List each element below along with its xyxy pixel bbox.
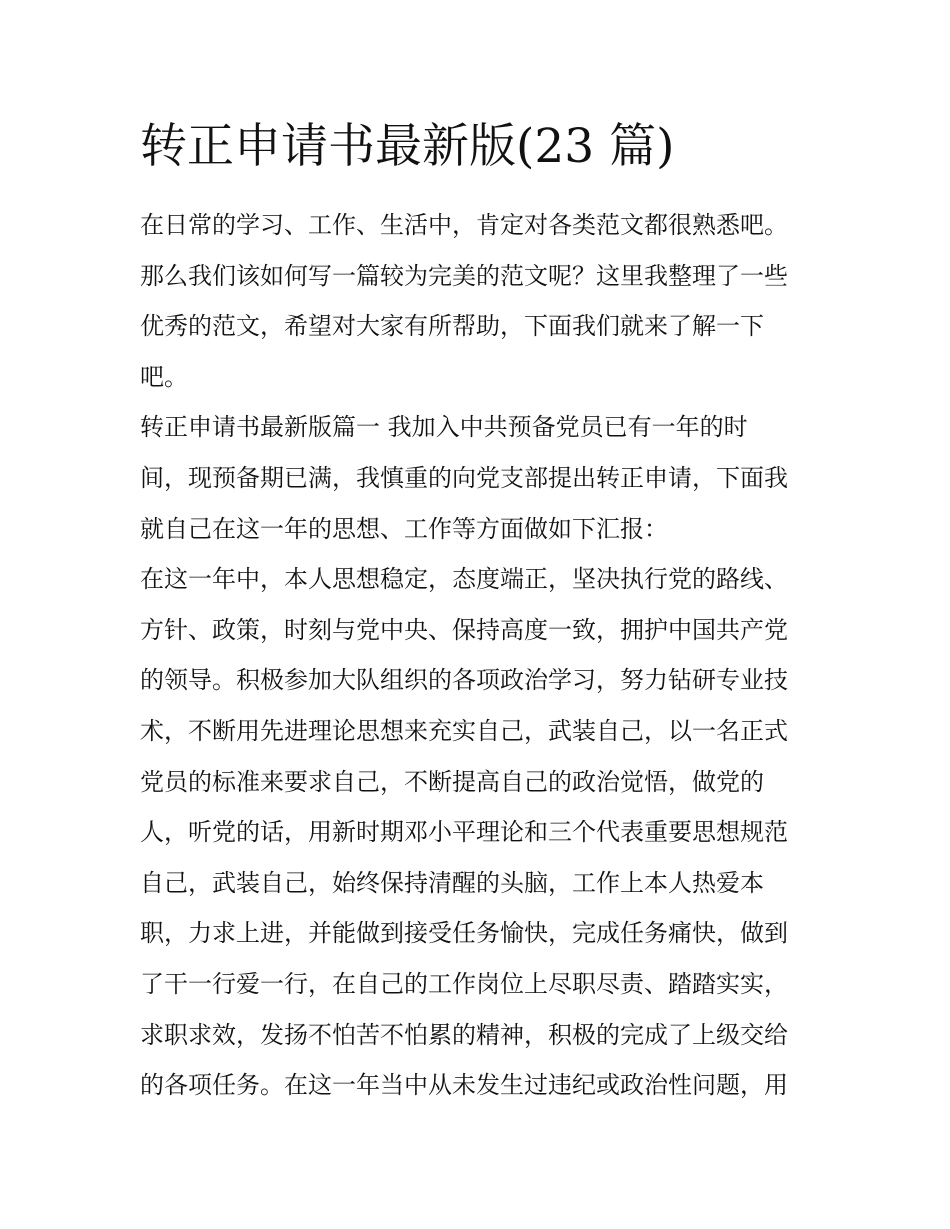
body-line: 的领导。积极参加大队组织的各项政治学习，努力钻研专业技	[140, 666, 788, 695]
body-line: 自己，武装自己，始终保持清醒的头脑，工作上本人热爱本	[140, 868, 764, 897]
body-line: 了干一行爱一行，在自己的工作岗位上尽职尽责、踏踏实实，	[140, 969, 788, 998]
body-line: 方针、政策，时刻与党中央、保持高度一致，拥护中国共产党	[140, 615, 788, 644]
body-line: 术，不断用先进理论思想来充实自己，武装自己，以一名正式	[140, 716, 788, 745]
body-line: 吧。	[140, 362, 188, 391]
body-line: 那么我们该如何写一篇较为完美的范文呢？这里我整理了一些	[140, 261, 788, 290]
document-title: 转正申请书最新版(23 篇)	[140, 119, 675, 174]
body-line: 在日常的学习、工作、生活中，肯定对各类范文都很熟悉吧。	[140, 211, 788, 239]
body-line: 党员的标准来要求自己，不断提高自己的政治觉悟，做党的	[140, 767, 764, 796]
body-line: 职，力求上进，并能做到接受任务愉快，完成任务痛快，做到	[140, 919, 788, 948]
body-line: 在这一年中，本人思想稳定，态度端正，坚决执行党的路线、	[140, 565, 788, 594]
document-body	[140, 200, 820, 1111]
body-line: 的各项任务。在这一年当中从未发生过违纪或政治性问题，用	[140, 1071, 788, 1100]
body-line: 就自己在这一年的思想、工作等方面做如下汇报：	[140, 514, 668, 543]
body-line: 转正申请书最新版篇一 我加入中共预备党员已有一年的时	[140, 413, 748, 442]
body-line: 求职求效，发扬不怕苦不怕累的精神，积极的完成了上级交给	[140, 1020, 788, 1049]
body-line: 优秀的范文，希望对大家有所帮助，下面我们就来了解一下	[140, 312, 764, 341]
body-line: 人，听党的话，用新时期邓小平理论和三个代表重要思想规范	[140, 818, 788, 847]
body-line: 间，现预备期已满，我慎重的向党支部提出转正申请，下面我	[140, 463, 788, 492]
